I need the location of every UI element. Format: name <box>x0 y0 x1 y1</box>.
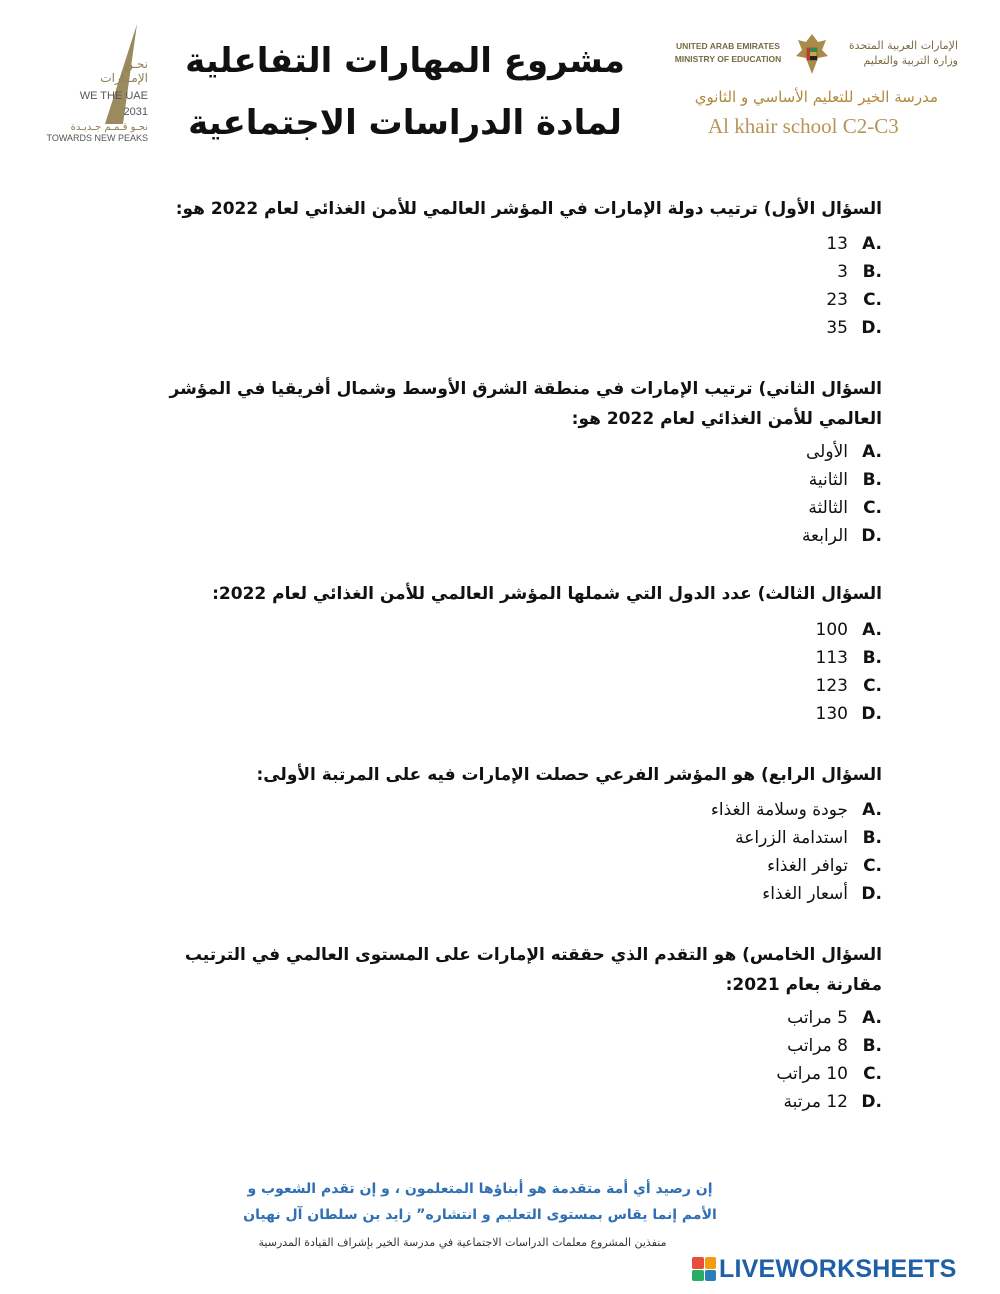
option-a[interactable] <box>826 234 882 262</box>
option-letter: A. <box>862 800 882 820</box>
option-letter: C. <box>863 856 882 876</box>
option-text: استدامة الزراعة <box>735 828 848 848</box>
ministry-en-line-1: UNITED ARAB EMIRATES <box>676 41 780 51</box>
option-letter: B. <box>862 1036 882 1056</box>
option-text: 123 <box>815 676 848 696</box>
option-letter: A. <box>862 442 882 462</box>
question-2-options <box>802 442 882 554</box>
option-d[interactable] <box>711 884 882 912</box>
option-b[interactable] <box>826 262 882 290</box>
ministry-arabic <box>838 38 958 68</box>
option-c[interactable] <box>711 856 882 884</box>
option-text: الأولى <box>806 442 848 462</box>
option-b[interactable] <box>711 828 882 856</box>
option-text: 10 مراتب <box>776 1064 848 1084</box>
logo-line-3: WE THE UAE <box>79 90 148 102</box>
option-letter: D. <box>861 318 882 338</box>
ministry-ar-line-2: وزارة التربية والتعليم <box>863 54 958 67</box>
option-text: جودة وسلامة الغذاء <box>710 800 848 820</box>
question-1: السؤال الأول) ترتيب دولة الإمارات في المؤشر العالمي للأمن الغذائي لعام 2022 هو: <box>175 199 882 219</box>
project-credit: منفذين المشروع معلمات الدراسات الاجتماعية في مدرسة الخير بإشراف القيادة المدرسية <box>258 1236 667 1249</box>
option-letter: A. <box>862 620 882 640</box>
question-4: السؤال الرابع) هو المؤشر الفرعي حصلت الإمارات فيه على المرتبة الأولى: <box>256 765 882 785</box>
school-name-english: Al khair school C2-C3 <box>708 114 899 138</box>
option-text: 8 مراتب <box>787 1036 848 1056</box>
option-a[interactable] <box>776 1008 882 1036</box>
title-line-1: مشروع المهارات التفاعلية <box>185 41 625 81</box>
question-3-options <box>816 620 882 732</box>
logo-line-1: نحـن <box>124 57 148 71</box>
question-5: السؤال الخامس) هو التقدم الذي حققته الإمارات على المستوى العالمي في الترتيب مقارنة بعام 2021: <box>184 945 882 995</box>
option-text: 3 <box>837 262 848 282</box>
option-text: الرابعة <box>801 526 848 546</box>
option-letter: C. <box>863 498 882 518</box>
option-text: 35 <box>826 318 848 338</box>
ministry-en-line-2: MINISTRY OF EDUCATION <box>674 54 782 64</box>
title-line-2: لمادة الدراسات الاجتماعية <box>188 103 622 143</box>
option-letter: D. <box>861 884 882 904</box>
option-letter: B. <box>862 262 882 282</box>
option-letter: B. <box>862 470 882 490</box>
option-letter: C. <box>863 676 882 696</box>
logo-line-5: نحـو قـمـم جـديـدة <box>70 122 148 133</box>
quote-line-2: الأمم إنما يقاس بمستوى التعليم و انتشاره” زايد بن سلطان آل نهيان <box>243 1207 717 1223</box>
logo-line-4: 2031 <box>123 106 148 118</box>
option-letter: C. <box>863 1064 882 1084</box>
question-5-options <box>776 1008 882 1120</box>
option-b[interactable] <box>802 470 882 498</box>
quote-line-1: إن رصيد أي أمة متقدمة هو أبناؤها المتعلمون ، و إن تقدم الشعوب و <box>247 1181 713 1197</box>
option-letter: D. <box>861 526 882 546</box>
question-2: السؤال الثاني) ترتيب الإمارات في منطقة الشرق الأوسط وشمال أفريقيا في المؤشر العالمي للأمن الغذائي لعام 2022 هو: <box>169 379 882 429</box>
option-c[interactable] <box>802 498 882 526</box>
ministry-english <box>668 40 788 66</box>
option-text: 13 <box>826 234 848 254</box>
option-d[interactable] <box>802 526 882 554</box>
option-a[interactable] <box>816 620 882 648</box>
option-b[interactable] <box>776 1036 882 1064</box>
option-letter: A. <box>862 1008 882 1028</box>
option-text: 12 مرتبة <box>783 1092 848 1112</box>
option-text: الثالثة <box>808 498 848 518</box>
ministry-school-logo <box>668 30 958 150</box>
option-c[interactable] <box>776 1064 882 1092</box>
option-c[interactable] <box>816 676 882 704</box>
liveworksheets-brand: LIVEWORKSHEETS <box>719 1254 957 1283</box>
option-text: 113 <box>815 648 848 668</box>
option-letter: D. <box>861 704 882 724</box>
option-a[interactable] <box>802 442 882 470</box>
school-name-arabic: مدرسة الخير للتعليم الأساسي و الثانوي <box>694 88 938 106</box>
option-d[interactable] <box>776 1092 882 1120</box>
question-4-options <box>711 800 882 912</box>
logo-line-6: TOWARDS NEW PEAKS <box>46 133 148 143</box>
ministry-ar-line-1: الإمارات العربية المتحدة <box>848 39 958 52</box>
uae-emblem-icon <box>794 32 830 76</box>
option-b[interactable] <box>816 648 882 676</box>
option-d[interactable] <box>816 704 882 732</box>
option-text: أسعار الغذاء <box>762 884 848 904</box>
option-letter: B. <box>862 828 882 848</box>
option-letter: C. <box>863 290 882 310</box>
option-letter: A. <box>862 234 882 254</box>
option-text: 130 <box>815 704 848 724</box>
option-text: 5 مراتب <box>787 1008 848 1028</box>
liveworksheets-logo[interactable] <box>692 1254 957 1284</box>
option-letter: D. <box>861 1092 882 1112</box>
option-text: 100 <box>815 620 848 640</box>
option-letter: B. <box>862 648 882 668</box>
logo-line-2: الإمــارات <box>100 71 148 85</box>
we-the-uae-logo <box>28 20 158 150</box>
liveworksheets-icon <box>692 1257 716 1281</box>
footer-quote <box>200 1176 760 1228</box>
page-title <box>180 30 630 154</box>
option-a[interactable] <box>711 800 882 828</box>
option-c[interactable] <box>826 290 882 318</box>
option-text: 23 <box>826 290 848 310</box>
question-1-options <box>826 234 882 346</box>
option-text: الثانية <box>808 470 848 490</box>
option-text: توافر الغذاء <box>767 856 848 876</box>
option-d[interactable] <box>826 318 882 346</box>
question-3: السؤال الثالث) عدد الدول التي شملها المؤشر العالمي للأمن الغذائي لعام 2022: <box>212 584 882 604</box>
